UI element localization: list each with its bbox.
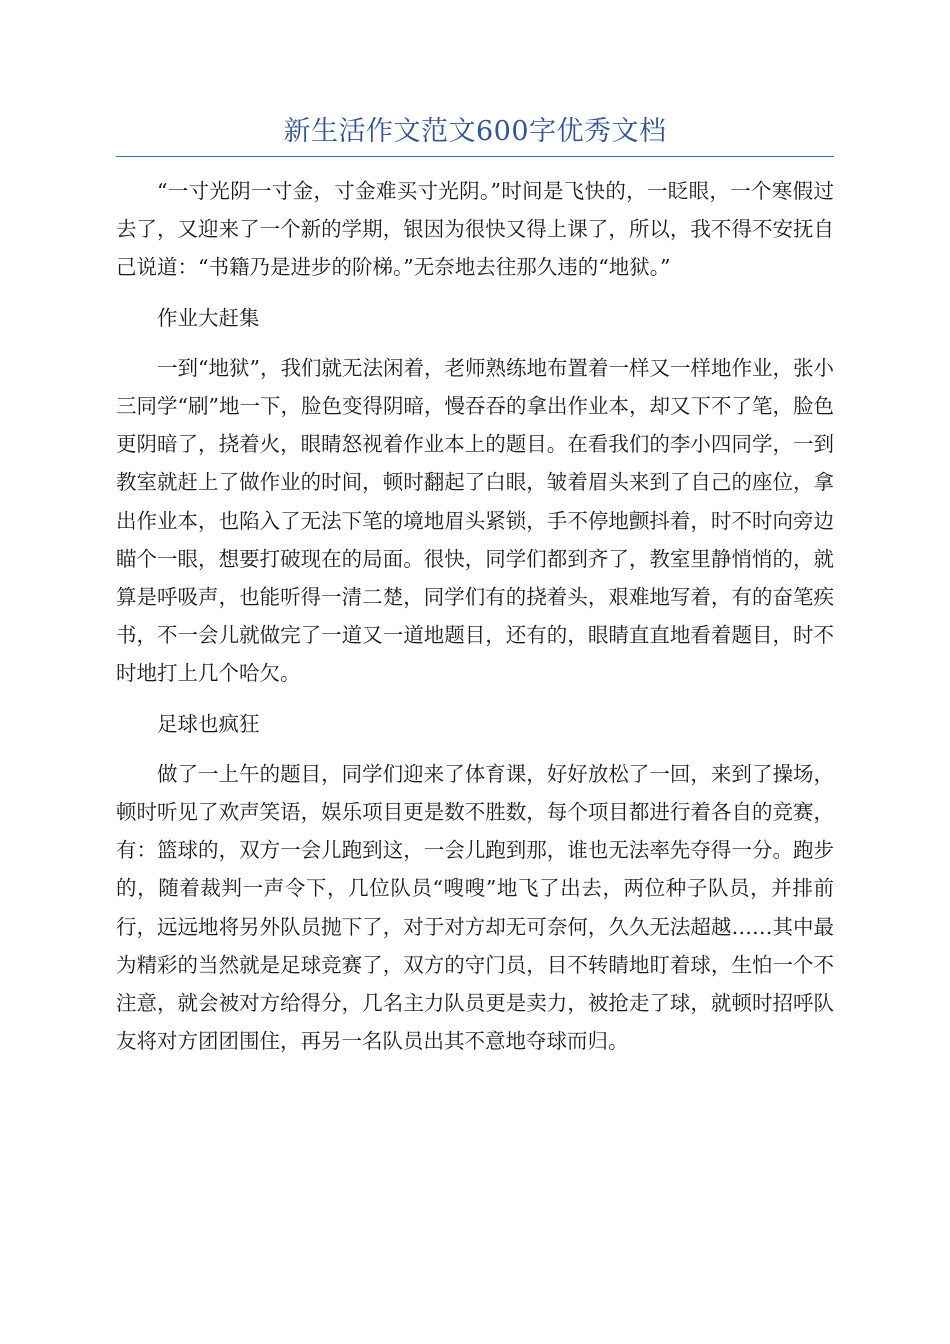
section-heading-homework: 作业大赶集 <box>157 305 260 330</box>
document-body <box>116 172 834 1060</box>
paragraph-football: 做了一上午的题目，同学们迎来了体育课，好好放松了一回，来到了操场，顿时听见了欢声笑语，娱乐项目更是数不胜数，每个项目都进行着各自的竞赛，有：篮球的，双方一会儿跑到这，一会儿跑到那，谁也无法率先夺得一分。跑步的，随着裁判一声令下，几位队员“嗖嗖”地飞了出去，两位种子队员，并排前行，远远地将另外队员抛下了，对于对方却无可奈何，久久无法超越……其中最为精彩的当然就是足球竞赛了，双方的守门员，目不转睛地盯着球，生怕一个不注意，就会被对方给得分，几名主力队员更是卖力，被抢走了球，就顿时招呼队友将对方团团围住，再另一名队员出其不意地夺球而归。 <box>116 761 834 1054</box>
document-title: 新生活作文范文600字优秀文档 <box>283 116 667 147</box>
section-heading-football: 足球也疯狂 <box>157 711 260 736</box>
paragraph-intro: “一寸光阴一寸金，寸金难买寸光阴。”时间是飞快的，一眨眼，一个寒假过去了，又迎来了一个新的学期，银因为很快又得上课了，所以，我不得不安抚自己说道：“书籍乃是进步的阶梯。”无奈地去往那久违的“地狱。” <box>116 179 834 280</box>
title-block <box>116 112 834 157</box>
paragraph-homework: 一到“地狱”，我们就无法闲着，老师熟练地布置着一样又一样地作业，张小三同学“刷”地一下，脸色变得阴暗，慢吞吞的拿出作业本，却又下不了笔，脸色更阴暗了，挠着火，眼睛怒视着作业本上的题目。在看我们的李小四同学，一到教室就赶上了做作业的时间，顿时翻起了白眼，皱着眉头来到了自己的座位，拿出作业本，也陷入了无法下笔的境地眉头紧锁，手不停地颤抖着，时不时向旁边瞄个一眼，想要打破现在的局面。很快，同学们都到齐了，教室里静悄悄的，就算是呼吸声，也能听得一清二楚，同学们有的挠着头，艰难地写着，有的奋笔疾书，不一会儿就做完了一道又一道地题目，还有的，眼睛直直地看着题目，时不时地打上几个哈欠。 <box>116 355 834 686</box>
